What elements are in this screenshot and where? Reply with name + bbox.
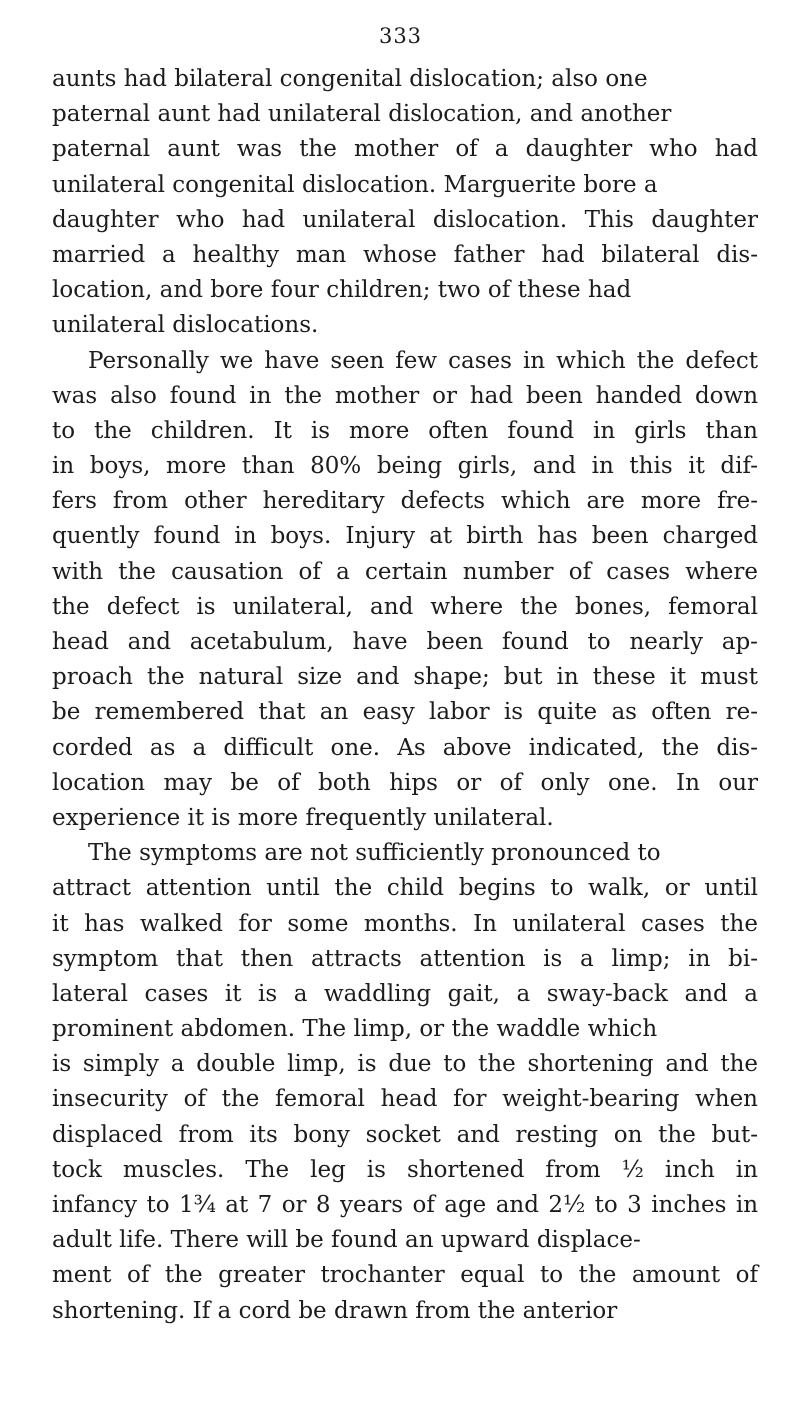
text-line: paternal aunt had unilateral dislocation, and another [52, 101, 672, 128]
text-line: experience it is more frequently unilateral. [52, 804, 554, 831]
text-line: the defect is unilateral, and where the bones, femoral [52, 593, 759, 620]
text-line: unilateral dislocations. [52, 312, 319, 339]
text-line: shortening. If a cord be drawn from the anterior [52, 1297, 618, 1324]
text-line: fers from other hereditary defects which are more fre- [52, 488, 758, 515]
text-line: location may be of both hips or of only one. In our [52, 769, 759, 796]
text-line: it has walked for some months. In unilateral cases the [52, 910, 758, 937]
text-line: quently found in boys. Injury at birth has been charged [52, 523, 759, 550]
text-line: adult life. There will be found an upward displace- [52, 1227, 641, 1254]
text-line: attract attention until the child begins to walk, or until [52, 875, 758, 902]
body-text [52, 62, 758, 1329]
text-line: in boys, more than 80% being girls, and in this it dif- [52, 453, 758, 480]
text-line: location, and bore four children; two of these had [52, 277, 632, 304]
text-line: aunts had bilateral congenital dislocation; also one [52, 66, 648, 92]
text-line: head and acetabulum, have been found to nearly ap- [52, 629, 758, 655]
text-line: married a healthy man whose father had bilateral dis- [52, 241, 758, 268]
text-line: Personally we have seen few cases in which the defect [88, 347, 758, 374]
text-line: was also found in the mother or had been handed down [52, 382, 759, 409]
text-line: lateral cases it is a waddling gait, a sway-back and a [52, 980, 759, 1007]
text-line: unilateral congenital dislocation. Marguerite bore a [52, 171, 658, 198]
paragraph [52, 62, 758, 344]
text-line: displaced from its bony socket and resting on the but- [52, 1121, 759, 1148]
text-line: daughter who had unilateral dislocation. This daughter [52, 206, 758, 233]
text-line: to the children. It is more often found in girls than [52, 417, 758, 444]
paragraph [52, 344, 758, 837]
text-line: infancy to 1¾ at 7 or 8 years of age and 2½ to 3 inches in [52, 1192, 759, 1218]
text-line: ment of the greater trochanter equal to the amount of [52, 1262, 758, 1289]
paragraph [52, 836, 758, 1329]
text-line: paternal aunt was the mother of a daughter who had [52, 136, 758, 163]
text-line: symptom that then attracts attention is a limp; in bi- [52, 945, 758, 972]
text-line: be remembered that an easy labor is quite as often re- [52, 699, 758, 726]
text-line: proach the natural size and shape; but in these it must [52, 664, 758, 691]
text-line: tock muscles. The leg is shortened from ½ inch in [52, 1156, 758, 1183]
text-line: insecurity of the femoral head for weight-bearing when [52, 1086, 758, 1113]
text-line: with the causation of a certain number of cases where [52, 558, 759, 585]
text-line: corded as a difficult one. As above indicated, the dis- [52, 734, 759, 761]
text-line: The symptoms are not sufficiently pronounced to [88, 840, 661, 867]
text-line: is simply a double limp, is due to the shortening and the [52, 1051, 759, 1078]
text-line: prominent abdomen. The limp, or the waddle which [52, 1016, 658, 1043]
page-number: 333 [378, 24, 423, 48]
